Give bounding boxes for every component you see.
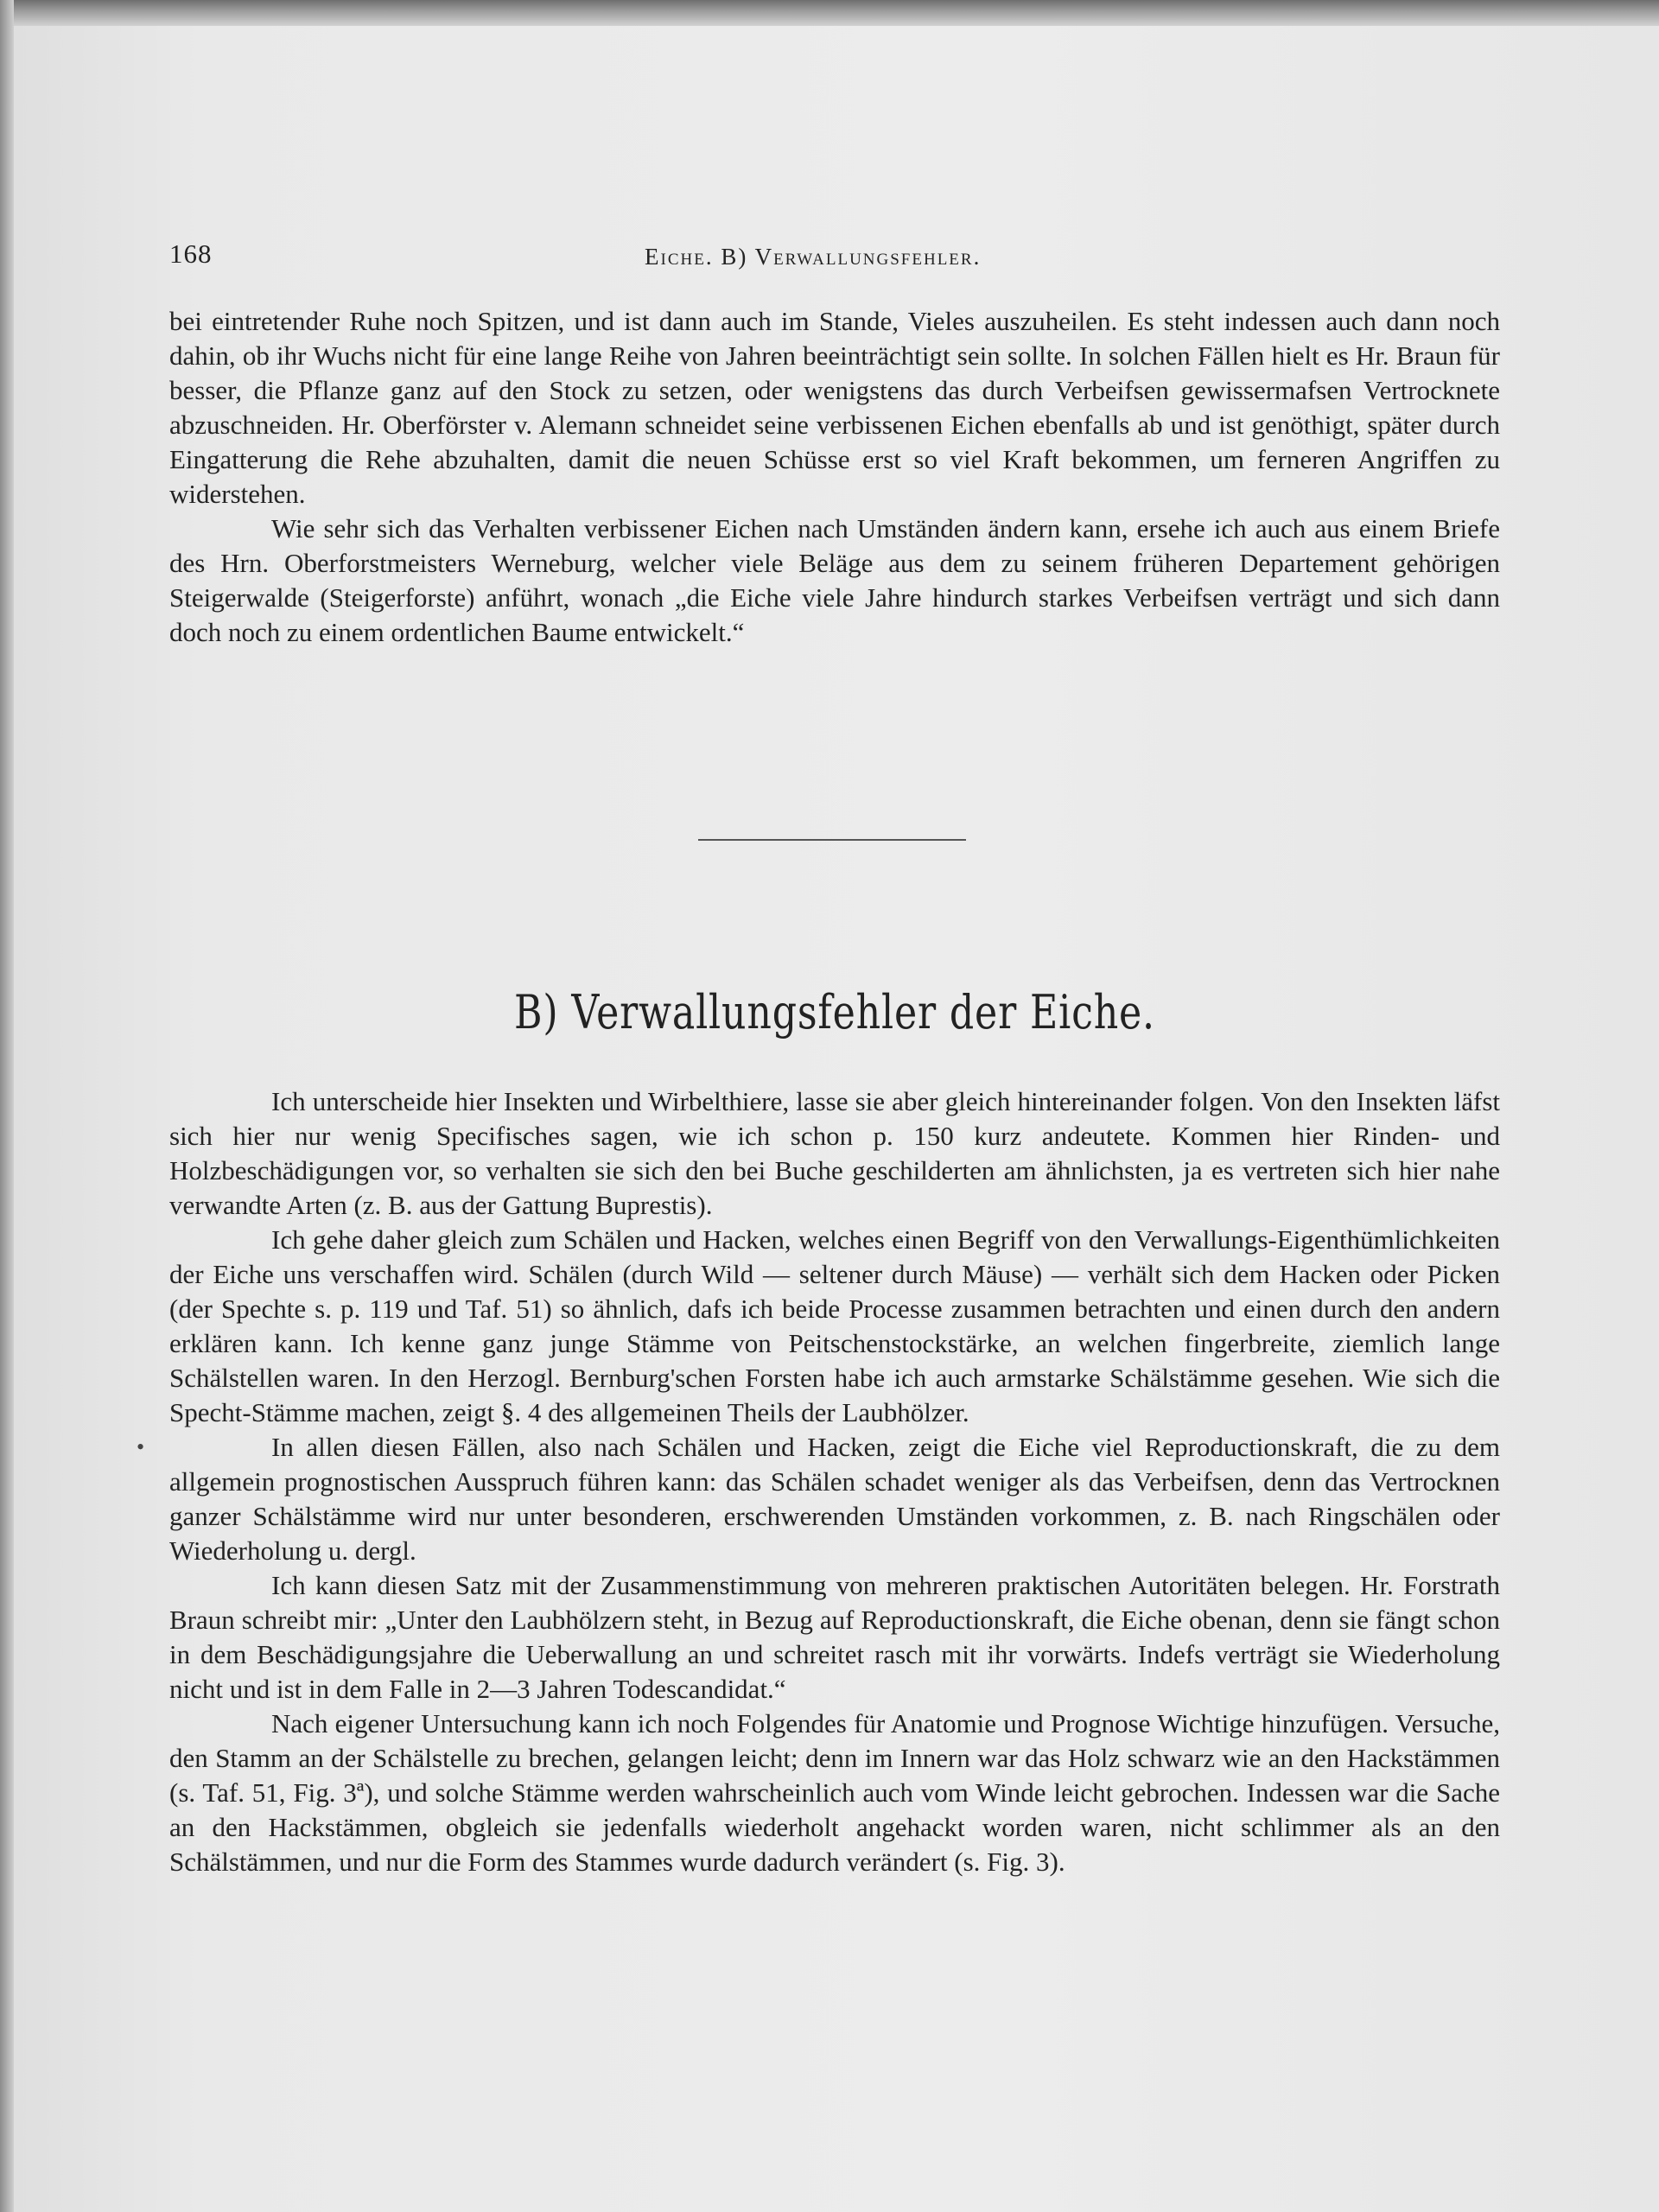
- section-separator-rule: [698, 839, 966, 841]
- paragraph: Nach eigener Untersuchung kann ich noch Folgendes für Anatomie und Prognose Wichtige hinzufügen. Versuche, den Stamm an der Schälstelle zu brechen, gelangen leicht; denn im Innern war das Holz schwarz wie an den Hackstämmen (s. Taf. 51, Fig. 3ª), und solche Stämme werden wahrscheinlich auch vom Winde leicht gebrochen. Indessen war die Sache an den Hackstämmen, obgleich sie jedenfalls wiederholt angehackt worden waren, nicht schlimmer als an den Schälstämmen, und nur die Form des Stammes wurde dadurch verändert (s. Fig. 3).: [169, 1708, 1500, 1877]
- paragraph: Ich kann diesen Satz mit der Zusammenstimmung von mehreren praktischen Autoritäten belegen. Hr. Forstrath Braun schreibt mir: „Unter den Laubhölzern steht, in Bezug auf Reproductionskraft, die Eiche obenan, denn sie fängt schon in dem Beschädigungsjahre die Ueberwallung an und schreitet rasch mit ihr vorwärts. Indefs verträgt sie Wiederholung nicht und ist in dem Falle in 2—3 Jahren Todescandidat.“: [169, 1570, 1500, 1704]
- section-heading: B) Verwallungsfehler der Eiche.: [514, 985, 1155, 1039]
- top-text-block: [169, 304, 1500, 650]
- paragraph: In allen diesen Fällen, also nach Schälen und Hacken, zeigt die Eiche viel Reproductionskraft, die zu dem allgemein prognostischen Ausspruch führen kann: das Schälen schadet weniger als das Verbeifsen, denn das Vertrocknen ganzer Schälstämme wird nur unter besonderen, erschwerenden Umständen vorkommen, z. B. nach Ringschälen oder Wiederholung u. dergl.: [169, 1432, 1500, 1566]
- section-text-block: [169, 1084, 1500, 1879]
- page-header: [169, 238, 1500, 282]
- page-left-edge: [0, 0, 14, 2212]
- paragraph: Ich unterscheide hier Insekten und Wirbelthiere, lasse sie aber gleich hintereinander folgen. Von den Insekten läfst sich hier nur wenig Specifisches sagen, wie ich schon p. 150 kurz andeutete. Kommen hier Rinden- und Holzbeschädigungen vor, so verhalten sie sich den bei Buche geschilderten am ähnlichsten, ja es vertreten sich hier nahe verwandte Arten (z. B. aus der Gattung Buprestis).: [169, 1086, 1500, 1220]
- paragraph: Ich gehe daher gleich zum Schälen und Hacken, welches einen Begriff von den Verwallungs-Eigenthümlichkeiten der Eiche uns verschaffen wird. Schälen (durch Wild — seltener durch Mäuse) — verhält sich dem Hacken oder Picken (der Spechte s. p. 119 und Taf. 51) so ähnlich, dafs ich beide Processe zusammen betrachten und einen durch den andern erklären kann. Ich kenne ganz junge Stämme von Peitschenstockstärke, an welchen fingerbreite, ziemlich lange Schälstellen waren. In den Herzogl. Bernburg'schen Forsten habe ich auch armstarke Schälstämme gesehen. Wie sich die Specht-Stämme machen, zeigt §. 4 des allgemeinen Theils der Laubhölzer.: [169, 1224, 1500, 1427]
- page-number: 168: [169, 238, 213, 269]
- running-head: Eiche. B) Verwallungsfehler.: [645, 244, 982, 270]
- margin-ink-mark-icon: •: [137, 1434, 145, 1459]
- paragraph: Wie sehr sich das Verhalten verbissener Eichen nach Umständen ändern kann, ersehe ich auch aus einem Briefe des Hrn. Oberforstmeisters Werneburg, welcher viele Beläge aus dem zu seinem früheren Departement gehörigen Steigerwalde (Steigerforste) anführt, wonach „die Eiche viele Jahre hindurch starkes Verbeifsen verträgt und sich dann doch noch zu einem ordentlichen Baume entwickelt.“: [169, 513, 1500, 647]
- page-top-edge: [0, 0, 1659, 26]
- paragraph: bei eintretender Ruhe noch Spitzen, und ist dann auch im Stande, Vieles auszuheilen. Es steht indessen auch dann noch dahin, ob ihr Wuchs nicht für eine lange Reihe von Jahren beeinträchtigt sein sollte. In solchen Fällen hielt es Hr. Braun für besser, die Pflanze ganz auf den Stock zu setzen, oder wenigstens das durch Verbeifsen gewissermafsen Vertrocknete abzuschneiden. Hr. Oberförster v. Alemann schneidet seine verbissenen Eichen ebenfalls ab und ist genöthigt, später durch Eingatterung die Rehe abzuhalten, damit die neuen Schüsse erst so viel Kraft bekommen, um ferneren Angriffen zu widerstehen.: [169, 306, 1500, 509]
